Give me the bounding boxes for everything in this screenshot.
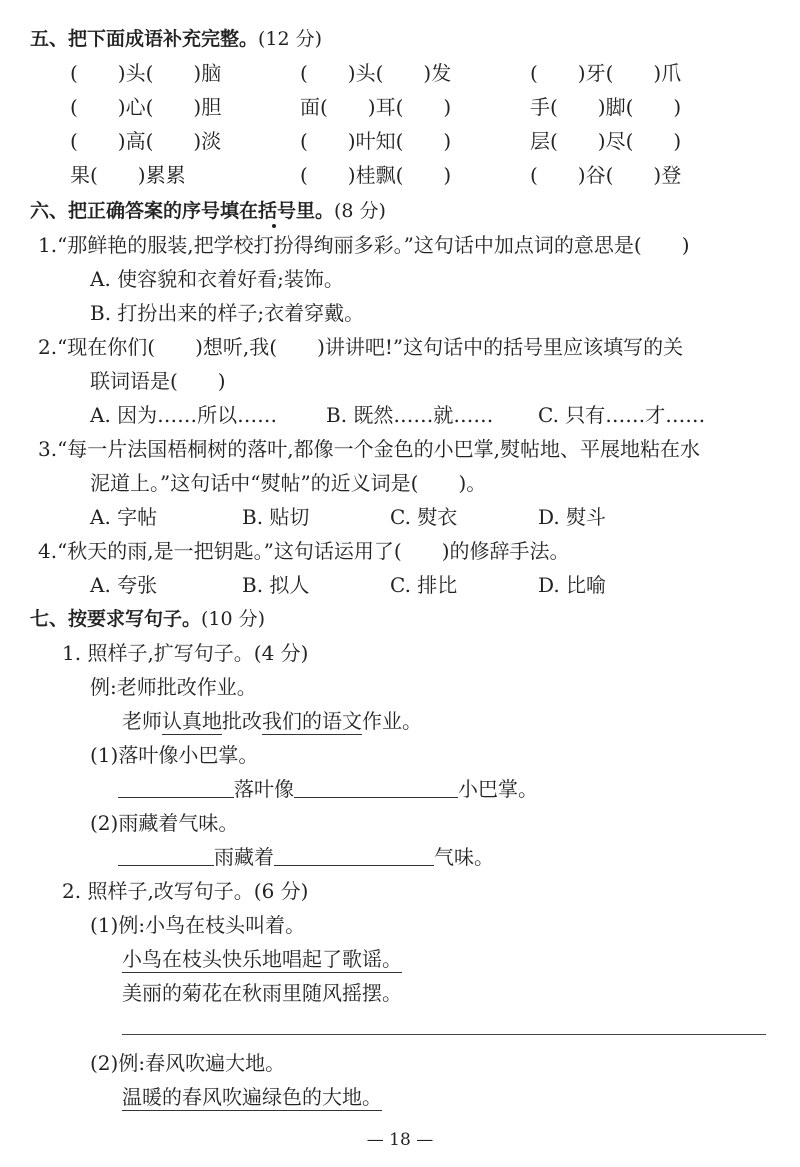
underlined-phrase: 我们的语文 [262,709,362,733]
question-1 [38,230,690,260]
model-answer-2 [122,1082,382,1112]
option-b: B. 打扮出来的样子;衣着穿戴。 [90,301,365,325]
option-c: C. 只有……才…… [538,403,706,427]
dotted-word [254,230,294,260]
item-2-fill [118,842,494,872]
part-2-title: 2. 照样子,改写句子。(6 分) [62,879,309,903]
fill-text: 气味。 [434,845,494,869]
question-3-cont: 泥道上。”这句话中“熨帖”的近义词是( )。 [90,471,487,495]
model-text: 老师 [122,709,162,733]
option-b: B. 拟人 [242,573,310,597]
section-title-text: 五、把下面成语补充完整。 [30,28,259,50]
dotted-word-text: 打扮 [253,233,294,257]
model-text: 批改 [222,709,262,733]
idiom-cell: ( )叶知( ) [300,129,452,153]
option-d: D. 比喻 [538,573,607,597]
idiom-cell: 层( )尽( ) [530,129,682,153]
section-7-title [30,604,265,634]
item-1-fill [118,774,538,804]
option-a: A. 字帖 [90,505,158,529]
section-5-title [30,24,322,54]
section-points: (10 分) [201,608,266,630]
question-text: 1.“那鲜艳的服装,把学校 [38,233,254,257]
page-number: — 18 — [366,1130,434,1150]
option-b: B. 贴切 [242,505,310,529]
option-c: C. 熨衣 [390,505,458,529]
question-4: 4.“秋天的雨,是一把钥匙。”这句话运用了( )的修辞手法。 [38,539,570,563]
model-answer-1 [122,944,402,974]
answer-blank[interactable] [274,845,434,866]
section-points: (12 分) [258,28,323,50]
fill-text: 落叶像 [234,777,294,801]
underlined-answer: 温暖的春风吹遍绿色的大地。 [122,1085,382,1109]
model-text: 作业。 [362,709,422,733]
idiom-cell: 手( )脚( ) [530,95,682,119]
idiom-cell: ( )头( )发 [300,61,452,85]
item-2-prompt: (2)雨藏着气味。 [90,811,239,835]
example-sentence: 例:老师批改作业。 [90,675,257,699]
option-c: C. 排比 [390,573,458,597]
option-a: A. 夸张 [90,573,158,597]
idiom-cell: ( )桂飘( ) [300,163,452,187]
option-a: A. 使容貌和衣着好看;装饰。 [90,267,344,291]
section-points: (8 分) [334,200,386,222]
section-6-title [30,196,386,226]
answer-line[interactable] [122,1034,766,1035]
option-d: D. 熨斗 [538,505,607,529]
section-title-text: 六、把正确答案的序号填在括号里。 [30,200,335,222]
idiom-cell: ( )头( )脑 [70,61,222,85]
question-2-cont: 联词语是( ) [90,369,226,393]
example-2: (2)例:春风吹遍大地。 [90,1051,286,1075]
underlined-phrase: 认真地 [162,709,222,733]
idiom-cell: 面( )耳( ) [300,95,452,119]
idiom-cell: ( )心( )胆 [70,95,222,119]
part-1-title: 1. 照样子,扩写句子。(4 分) [62,641,309,665]
answer-blank[interactable] [118,777,234,798]
item-1-prompt: (1)落叶像小巴掌。 [90,743,259,767]
model-sentence [122,706,422,736]
underlined-answer: 小鸟在枝头快乐地唱起了歌谣。 [122,947,402,971]
option-a: A. 因为……所以…… [90,403,278,427]
task-sentence-1: 美丽的菊花在秋雨里随风摇摆。 [122,981,402,1005]
idiom-cell: ( )牙( )爪 [530,61,682,85]
question-2: 2.“现在你们( )想听,我( )讲讲吧!”这句话中的括号里应该填写的关 [38,335,684,359]
fill-text: 小巴掌。 [458,777,538,801]
section-title-text: 七、按要求写句子。 [30,608,202,630]
question-text: 得绚丽多彩。”这句话中加点词的意思是( ) [293,233,690,257]
idiom-cell: ( )高( )淡 [70,129,222,153]
idiom-cell: 果( )累累 [70,163,186,187]
example-1: (1)例:小鸟在枝头叫着。 [90,913,306,937]
fill-text: 雨藏着 [214,845,274,869]
question-3: 3.“每一片法国梧桐树的落叶,都像一个金色的小巴掌,熨帖地、平展地粘在水 [38,437,701,461]
option-b: B. 既然……就…… [326,403,494,427]
idiom-cell: ( )谷( )登 [530,163,682,187]
answer-blank[interactable] [118,845,214,866]
answer-blank[interactable] [294,777,458,798]
